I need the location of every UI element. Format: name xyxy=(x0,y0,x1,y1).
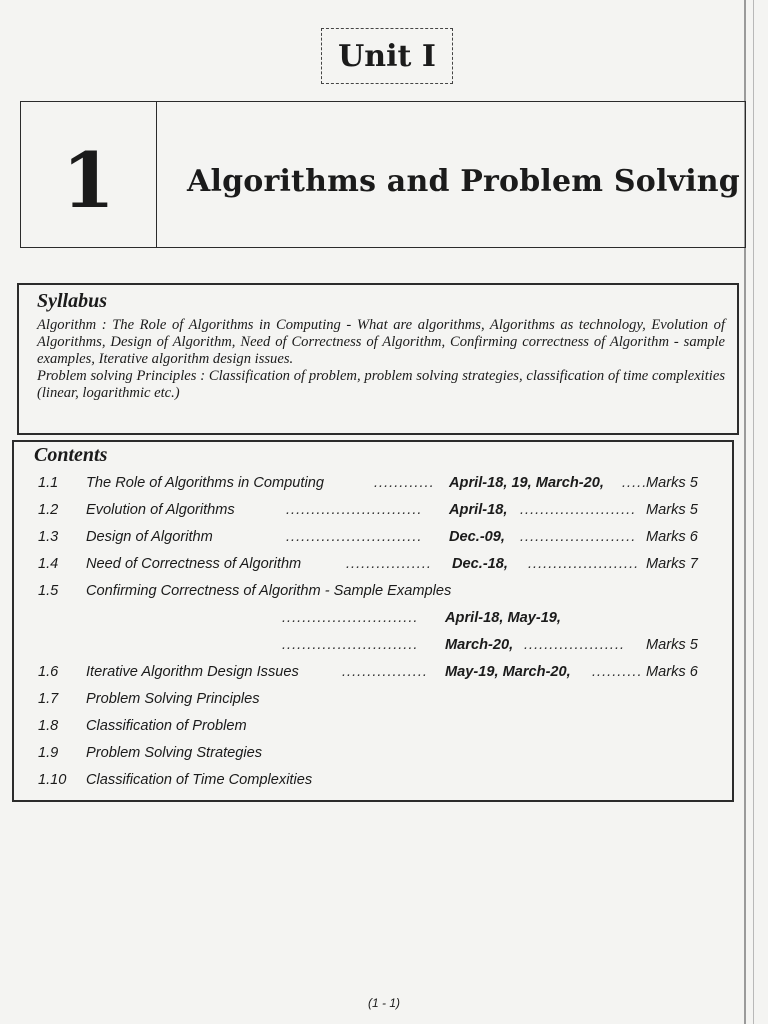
toc-exam-reference: Dec.-09, xyxy=(449,529,505,545)
toc-marks: Marks 5 xyxy=(646,475,698,491)
toc-dot-leader: ........................... xyxy=(282,637,419,653)
toc-title: Classification of Time Complexities xyxy=(86,772,313,788)
toc-dot-leader: ..... xyxy=(622,475,648,491)
toc-exam-reference: May-19, March-20, xyxy=(445,664,571,680)
toc-title: The Role of Algorithms in Computing xyxy=(86,475,324,491)
toc-entry xyxy=(34,525,720,552)
toc-marks: Marks 5 xyxy=(646,502,698,518)
contents-heading: Contents xyxy=(34,444,108,466)
toc-dot-leader: ........................... xyxy=(286,502,423,518)
toc-title: Need of Correctness of Algorithm xyxy=(86,556,302,572)
toc-number: 1.4 xyxy=(38,556,59,572)
toc-number: 1.5 xyxy=(38,583,59,599)
toc-number: 1.8 xyxy=(38,718,59,734)
toc-entry xyxy=(34,660,720,687)
toc-entry xyxy=(34,741,720,768)
toc-number: 1.1 xyxy=(38,475,59,491)
toc-exam-reference: Dec.-18, xyxy=(452,556,508,572)
toc-dot-leader: ........................... xyxy=(286,529,423,545)
contents-box xyxy=(12,440,734,802)
toc-entry xyxy=(34,579,720,606)
toc-exam-reference: March-20, xyxy=(445,637,514,653)
toc-dot-leader: ................. xyxy=(346,556,432,572)
toc-dot-leader: ....................... xyxy=(520,529,637,545)
page-number: (1 - 1) xyxy=(367,996,400,1010)
toc-entry xyxy=(34,768,720,795)
toc-title: Problem Solving Principles xyxy=(86,691,260,707)
toc-title: Problem Solving Strategies xyxy=(86,745,263,761)
toc-dot-leader: ........................... xyxy=(282,610,419,626)
toc-marks: Marks 6 xyxy=(646,664,698,680)
toc-entry xyxy=(34,498,720,525)
toc-dot-leader: .................... xyxy=(524,637,626,653)
toc-entry xyxy=(34,471,720,498)
toc-number: 1.7 xyxy=(38,691,59,707)
toc-dot-leader: ....................... xyxy=(520,502,637,518)
toc-title: Confirming Correctness of Algorithm - Sample Examples xyxy=(86,583,452,599)
toc-dot-leader: ................. xyxy=(342,664,428,680)
toc-exam-reference: April-18, 19, March-20, xyxy=(449,475,604,491)
toc-entry xyxy=(34,714,720,741)
toc-marks: Marks 6 xyxy=(646,529,698,545)
page-edge-line-secondary xyxy=(753,0,754,1024)
toc-exam-reference: April-18, xyxy=(449,502,508,518)
toc-entry xyxy=(34,606,720,633)
toc-dot-leader: ...................... xyxy=(528,556,640,572)
toc-marks: Marks 7 xyxy=(646,556,698,572)
toc-dot-leader: ............ xyxy=(374,475,435,491)
toc-exam-reference: April-18, May-19, xyxy=(445,610,561,626)
syllabus-heading: Syllabus xyxy=(37,290,108,312)
chapter-number: 1 xyxy=(21,102,157,247)
unit-label: Unit I xyxy=(321,28,453,84)
toc-title: Evolution of Algorithms xyxy=(86,502,235,518)
chapter-title: Algorithms and Problem Solving xyxy=(187,164,740,199)
toc-title: Classification of Problem xyxy=(86,718,247,734)
toc-number: 1.10 xyxy=(38,772,67,788)
toc-marks: Marks 5 xyxy=(646,637,698,653)
toc-number: 1.2 xyxy=(38,502,59,518)
contents-list xyxy=(34,471,720,795)
syllabus-box xyxy=(17,283,739,435)
toc-title: Design of Algorithm xyxy=(86,529,213,545)
toc-entry xyxy=(34,552,720,579)
syllabus-paragraph-problem-solving: Problem solving Principles : Classification of problem, problem solving strategies, classification of time complexities (linear, logarithmic etc.) xyxy=(37,368,725,401)
toc-number: 1.6 xyxy=(38,664,59,680)
syllabus-paragraph-algorithm: Algorithm : The Role of Algorithms in Computing - What are algorithms, Algorithms as technology, Evolution of Algorithms, Design of Algorithm, Need of Correctness of Algorithm, Confirming correctness of Algorithm - sample examples, Iterative algorithm design issues. xyxy=(37,317,725,367)
toc-title: Iterative Algorithm Design Issues xyxy=(86,664,299,680)
toc-entry xyxy=(34,633,720,660)
toc-entry xyxy=(34,687,720,714)
toc-dot-leader: .......... xyxy=(592,664,643,680)
toc-number: 1.3 xyxy=(38,529,59,545)
toc-number: 1.9 xyxy=(38,745,59,761)
chapter-header xyxy=(20,101,746,248)
